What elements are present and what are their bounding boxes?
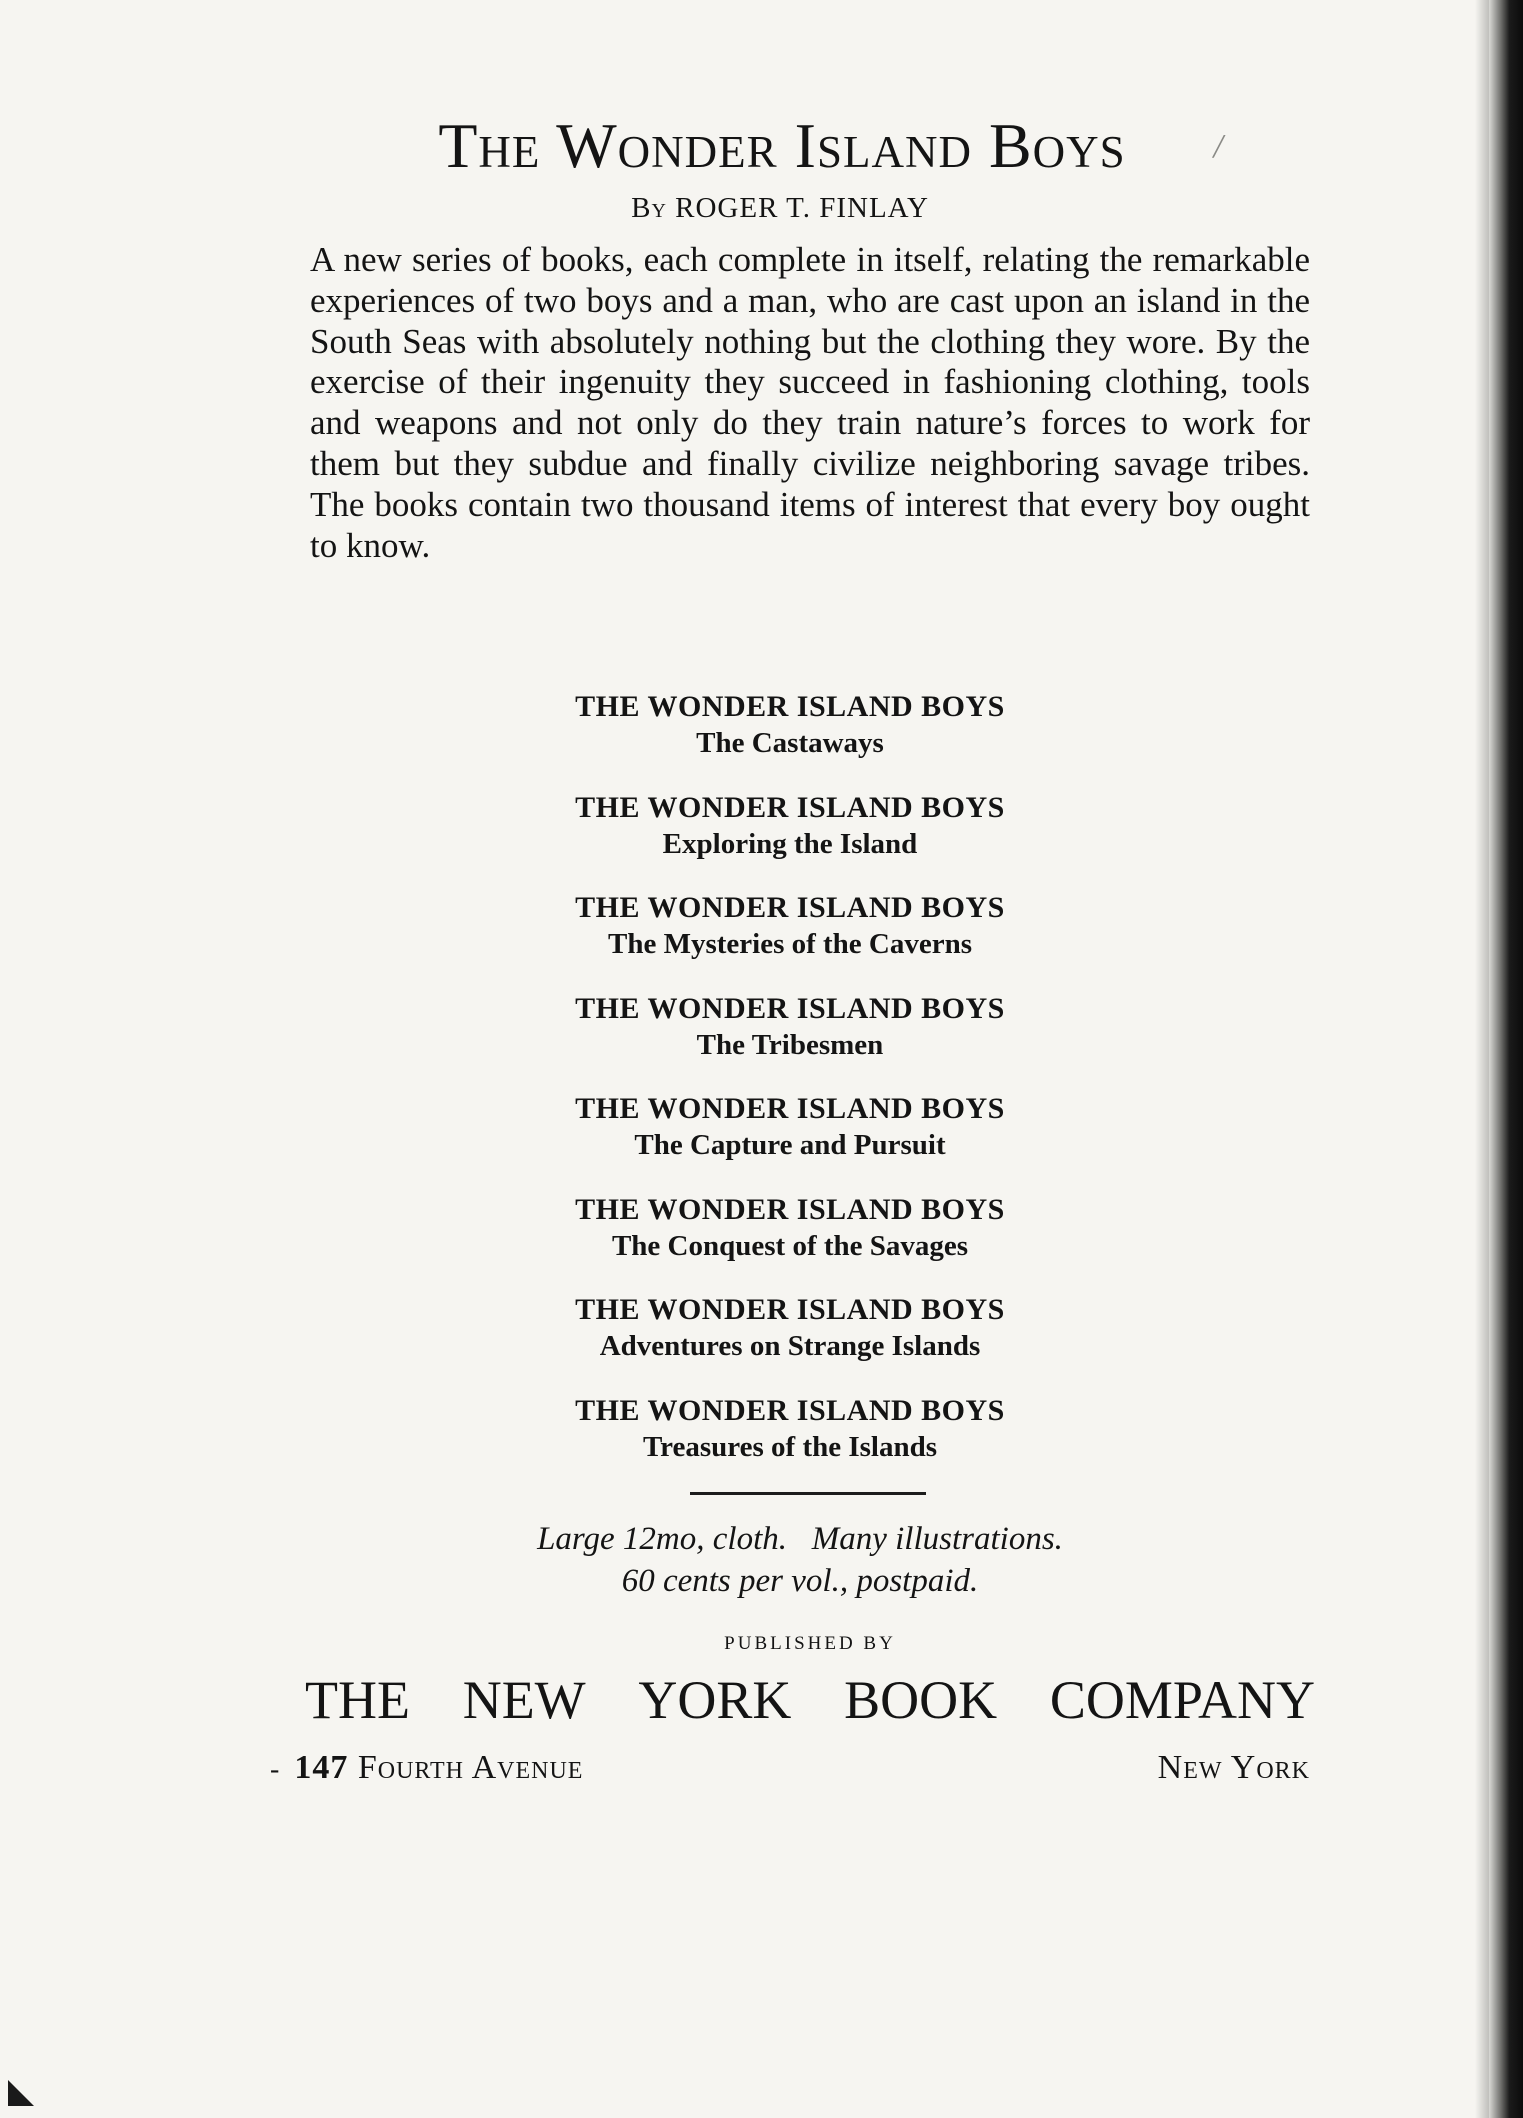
address-dash: - bbox=[270, 1754, 281, 1785]
book-entry bbox=[500, 891, 1080, 992]
book-entry bbox=[500, 1193, 1080, 1294]
stray-pencil-mark: / bbox=[1213, 128, 1223, 165]
publisher-name-word: NEW bbox=[462, 1670, 586, 1730]
book-series-title: THE WONDER ISLAND BOYS bbox=[575, 991, 1005, 1025]
book-series-title: THE WONDER ISLAND BOYS bbox=[575, 1293, 1005, 1326]
book-entry bbox=[500, 992, 1080, 1093]
book-entry bbox=[500, 1394, 1080, 1495]
address-number: 147 bbox=[294, 1749, 349, 1786]
book-series-title: THE WONDER ISLAND BOYS bbox=[575, 790, 1005, 824]
book-subtitle: The Tribesmen bbox=[696, 1028, 884, 1061]
book-subtitle: The Mysteries of the Caverns bbox=[607, 928, 973, 960]
series-description: A new series of books, each complete in itself, relating the remarkable experiences of two boys and a man, who are cast upon an island in the South Seas with absolutely nothing but the clothing they wore. By the exercise of their ingenuity they succeed in fashioning clothing, tools and weapons and not only do they train nature’s forces to work for them but they subdue and finally civilize neighboring savage tribes. The books contain two thousand items of interest that every boy ought to know. bbox=[310, 240, 1310, 565]
book-entry bbox=[500, 690, 1080, 791]
pricing-format: Large 12mo, cloth. bbox=[537, 1521, 787, 1557]
pricing-illustrations: Many illustrations. bbox=[811, 1521, 1063, 1557]
book-series-title: THE WONDER ISLAND BOYS bbox=[575, 690, 1005, 723]
book-series-title: THE WONDER ISLAND BOYS bbox=[575, 1192, 1005, 1226]
book-entry bbox=[500, 791, 1080, 892]
book-series-title: THE WONDER ISLAND BOYS bbox=[575, 1092, 1005, 1125]
page-shadow bbox=[1475, 0, 1489, 2118]
book-subtitle: Exploring the Island bbox=[662, 827, 918, 860]
book-entry bbox=[500, 1092, 1080, 1193]
book-entry bbox=[500, 1293, 1080, 1394]
pricing-price: 60 cents per vol., postpaid. bbox=[621, 1563, 979, 1599]
book-subtitle: Treasures of the Islands bbox=[642, 1430, 938, 1463]
book-subtitle: The Conquest of the Savages bbox=[611, 1229, 969, 1262]
author-byline: By ROGER T. FINLAY bbox=[631, 192, 929, 224]
publisher-name-word: YORK bbox=[638, 1670, 792, 1730]
published-by-label: PUBLISHED BY bbox=[724, 1633, 896, 1654]
book-series-title: THE WONDER ISLAND BOYS bbox=[575, 1393, 1005, 1427]
publisher-name bbox=[305, 1668, 1315, 1732]
publisher-city: New York bbox=[1157, 1749, 1310, 1786]
book-subtitle: Adventures on Strange Islands bbox=[599, 1330, 981, 1362]
book-subtitle: The Castaways bbox=[696, 727, 884, 759]
pricing-info bbox=[420, 1518, 1180, 1602]
pricing-line-format bbox=[420, 1518, 1180, 1560]
book-subtitle: The Capture and Pursuit bbox=[634, 1129, 946, 1161]
page-binding-edge bbox=[1489, 0, 1523, 2118]
publisher-address bbox=[270, 1748, 1310, 1790]
divider-rule bbox=[690, 1492, 926, 1495]
corner-mark bbox=[8, 2080, 34, 2106]
publisher-name-word: COMPANY bbox=[1049, 1670, 1315, 1730]
publisher-name-word: BOOK bbox=[844, 1670, 998, 1730]
publisher-name-word: THE bbox=[305, 1670, 410, 1730]
book-list bbox=[500, 690, 1080, 1494]
page-title: The Wonder Island Boys bbox=[438, 110, 1126, 181]
book-series-title: THE WONDER ISLAND BOYS bbox=[575, 891, 1005, 924]
address-street: Fourth Avenue bbox=[357, 1749, 584, 1786]
street-address bbox=[270, 1748, 583, 1790]
